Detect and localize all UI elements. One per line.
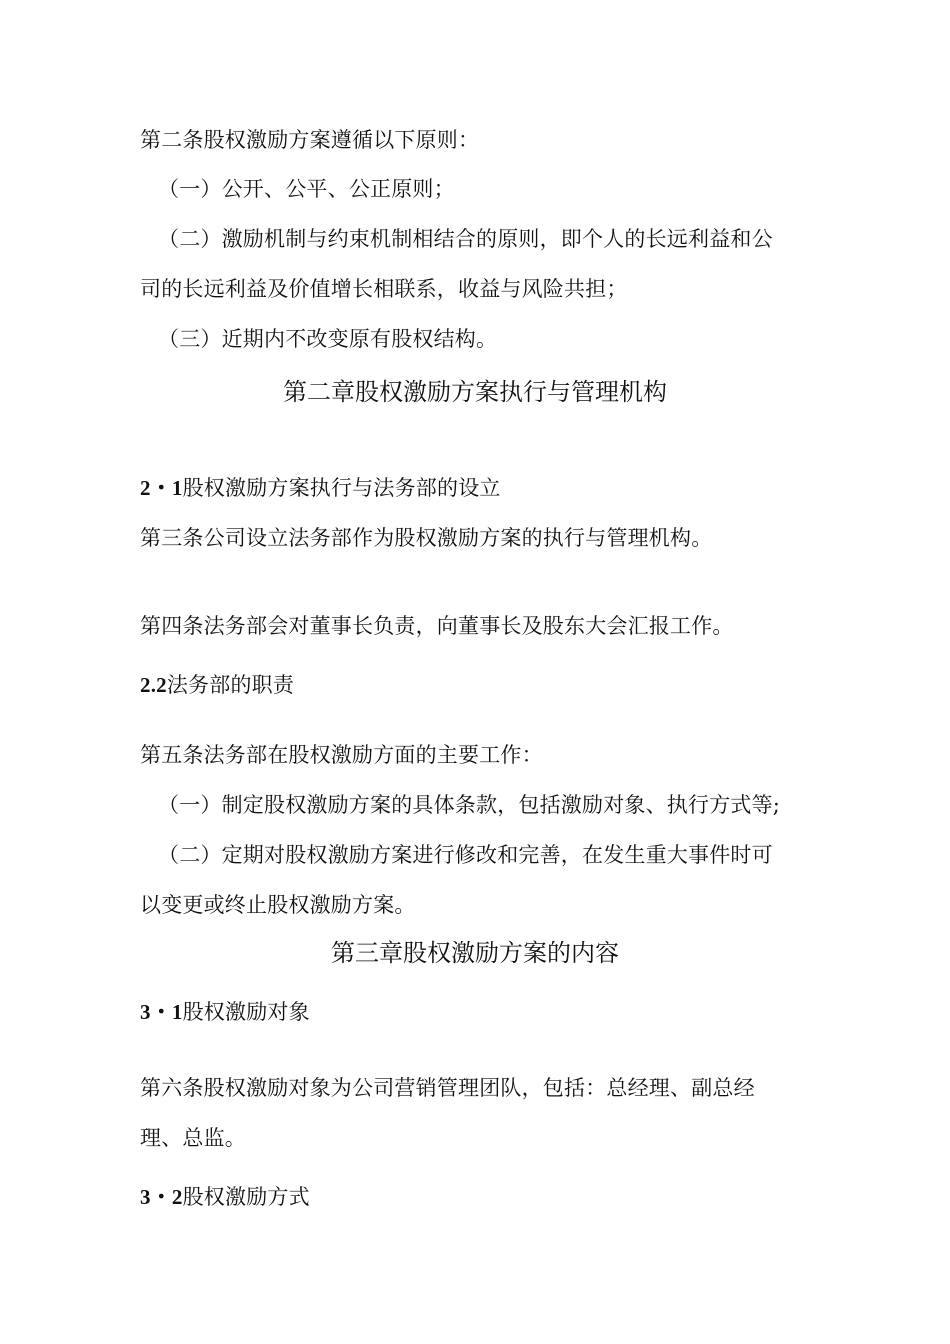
article-2-item-2-line-2: 司的长远利益及价值增长相联系，收益与风险共担； bbox=[140, 277, 628, 301]
article-4: 第四条法务部会对董事长负责，向董事长及股东大会汇报工作。 bbox=[140, 614, 734, 638]
section-2-2-title: 法务部的职责 bbox=[166, 673, 295, 697]
article-2-item-1: （一）公开、公平、公正原则； bbox=[158, 177, 455, 201]
article-6-line-2: 理、总监。 bbox=[140, 1126, 246, 1150]
chapter-2-heading: 第二章股权激励方案执行与管理机构 bbox=[283, 378, 667, 406]
section-2-1-title: 股权激励方案执行与法务部的设立 bbox=[182, 476, 501, 500]
article-5-intro: 第五条法务部在股权激励方面的主要工作： bbox=[140, 743, 543, 767]
article-2-intro: 第二条股权激励方案遵循以下原则： bbox=[140, 128, 480, 152]
article-3: 第三条公司设立法务部作为股权激励方案的执行与管理机构。 bbox=[140, 526, 713, 550]
article-6-line-1: 第六条股权激励对象为公司营销管理团队，包括：总经理、副总经 bbox=[140, 1076, 755, 1100]
article-2-item-2-line-1: （二）激励机制与约束机制相结合的原则，即个人的长远利益和公 bbox=[158, 227, 773, 251]
section-3-1-heading bbox=[140, 997, 310, 1027]
section-3-2-heading bbox=[140, 1182, 310, 1212]
article-2-item-3: （三）近期内不改变原有股权结构。 bbox=[158, 327, 498, 351]
section-3-1-title: 股权激励对象 bbox=[182, 1000, 310, 1024]
section-3-2-number: 3・2 bbox=[140, 1185, 183, 1209]
section-2-1-heading bbox=[140, 473, 501, 503]
section-3-2-title: 股权激励方式 bbox=[182, 1185, 310, 1209]
section-2-2-number: 2.2 bbox=[140, 673, 167, 697]
article-5-item-2-line-1: （二）定期对股权激励方案进行修改和完善，在发生重大事件时可 bbox=[158, 843, 773, 867]
section-2-2-heading bbox=[140, 670, 294, 700]
chapter-3-heading: 第三章股权激励方案的内容 bbox=[331, 939, 619, 967]
section-2-1-number: 2・1 bbox=[140, 476, 183, 500]
article-5-item-1: （一）制定股权激励方案的具体条款，包括激励对象、执行方式等; bbox=[158, 793, 781, 817]
article-5-item-2-line-2: 以变更或终止股权激励方案。 bbox=[140, 893, 416, 917]
section-3-1-number: 3・1 bbox=[140, 1000, 183, 1024]
